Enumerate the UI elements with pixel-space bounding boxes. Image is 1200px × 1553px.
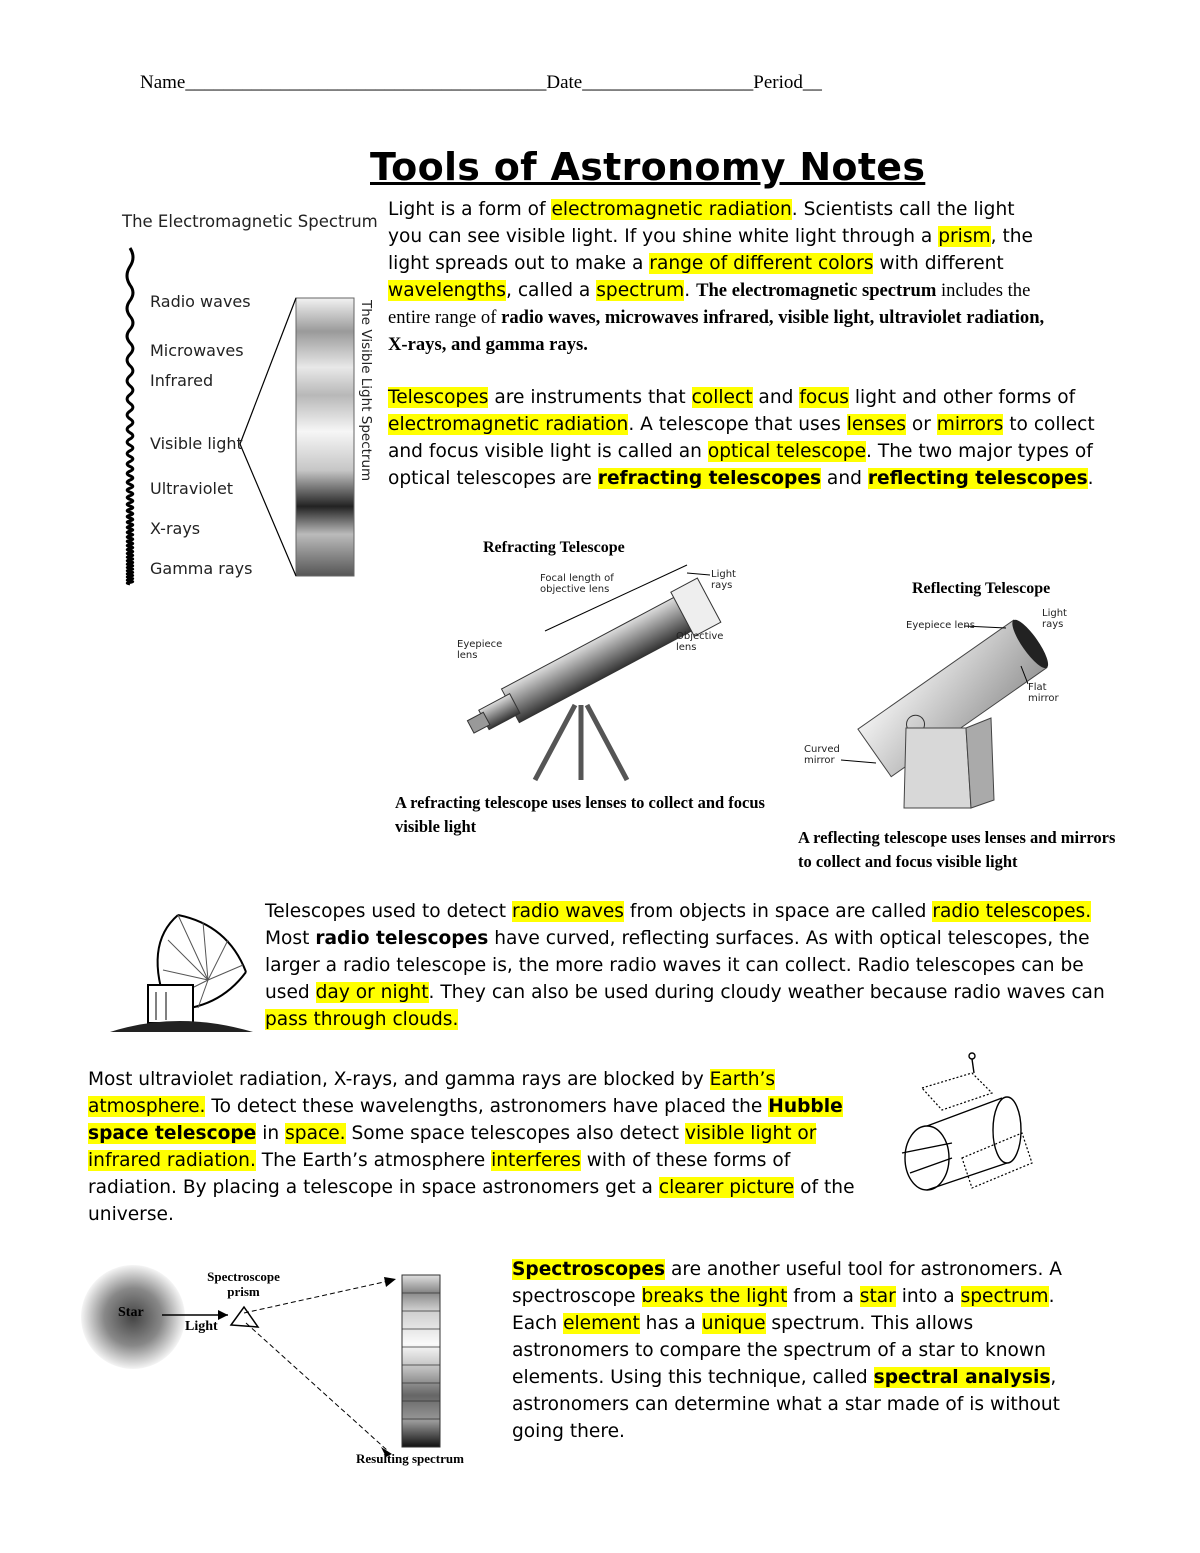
highlight-term: collect xyxy=(691,387,753,408)
period-blank[interactable]: __ xyxy=(802,72,822,93)
para-space-telescopes: Most ultraviolet radiation, X-rays, and gamma rays are blocked by Earth’s atmosphere. To detect these wavelengths, astronomers have placed the Hubble space telescope in space. Some space telescopes also detect visible light or infrared radiation. The Earth’s atmosphere interferes with of these forms of radiation. By placing a telescope in space astronomers get a clearer picture of the universe. xyxy=(88,1069,855,1225)
highlight-term: unique xyxy=(701,1313,766,1334)
highlight-term: reflecting telescopes xyxy=(867,468,1088,489)
highlight-term: pass through clouds. xyxy=(265,1009,459,1030)
para-radio-telescopes: Telescopes used to detect radio waves from objects in space are called radio telescopes. Most radio telescopes have curved, reflecting surfaces. As with optical telescopes, the larger a radio telescope is, the more radio waves it can collect. Radio telescopes can be used day or night. They can also be used during cloudy weather because radio waves can pass through clouds. xyxy=(265,901,1105,1030)
refracting-telescope-figure xyxy=(395,535,775,845)
prism-label: Spectroscope prism xyxy=(207,1269,280,1299)
reflecting-title: Reflecting Telescope xyxy=(912,580,1051,597)
bold-term: radio telescopes xyxy=(315,928,489,949)
date-label: Date xyxy=(546,72,583,93)
em-label-radio: Radio waves xyxy=(150,292,251,311)
header-fields xyxy=(140,72,1060,94)
highlight-term: wavelengths xyxy=(388,280,506,301)
em-label-gamma: Gamma rays xyxy=(150,559,253,578)
highlight-term: breaks the light xyxy=(641,1286,788,1307)
refracting-caption: A refracting telescope uses lenses to collect and focus visible light xyxy=(395,793,765,836)
highlight-term: refracting telescopes xyxy=(597,468,822,489)
focal-length-label: Focal length of objective lens xyxy=(540,573,614,595)
bold-term: radio waves, microwaves infrared, visible light, ultraviolet radiation, X-rays, and gamma rays. xyxy=(388,307,1045,355)
star-label: Star xyxy=(118,1305,144,1320)
highlight-term: day or night xyxy=(315,982,429,1003)
highlight-term: Spectroscopes xyxy=(512,1259,666,1280)
highlight-term: lenses xyxy=(846,414,906,435)
highlight-term: prism xyxy=(938,226,991,247)
em-label-visible: Visible light xyxy=(150,434,243,453)
highlight-term: focus xyxy=(799,387,849,408)
light-rays-label: Light rays xyxy=(711,569,736,591)
em-spectrum-title: The Electromagnetic Spectrum xyxy=(122,212,378,231)
em-label-infrared: Infrared xyxy=(150,371,214,390)
highlight-term: electromagnetic radiation xyxy=(551,199,792,220)
resulting-spectrum-label: Resulting spectrum xyxy=(356,1451,464,1466)
visible-spectrum-label: The Visible Light Spectrum xyxy=(358,300,374,482)
em-label-microwaves: Microwaves xyxy=(150,341,244,360)
refracting-title: Refracting Telescope xyxy=(483,539,625,556)
highlight-term: interferes xyxy=(491,1150,581,1171)
highlight-term: spectrum xyxy=(596,280,685,301)
highlight-term: mirrors xyxy=(936,414,1004,435)
highlight-term: Hubble space telescope xyxy=(88,1096,843,1144)
highlight-term: electromagnetic radiation xyxy=(388,414,629,435)
spectroscope-figure xyxy=(78,1265,498,1475)
objective-lens-label: Objective lens xyxy=(676,631,724,653)
eyepiece-lens-label: Eyepiece lens xyxy=(457,639,503,661)
light-rays-label-2: Light rays xyxy=(1042,608,1067,630)
highlight-term: optical telescope xyxy=(707,441,867,462)
eyepiece-lens-label-2: Eyepiece lens xyxy=(906,620,975,631)
highlight-term: spectrum xyxy=(960,1286,1049,1307)
radio-telescope-illustration xyxy=(108,900,258,1040)
reflecting-telescope-figure xyxy=(796,578,1126,876)
reflecting-caption: A reflecting telescope uses lenses and mirrors to collect and focus visible light xyxy=(798,828,1116,871)
em-label-xrays: X-rays xyxy=(150,519,201,538)
flat-mirror-label: Flat mirror xyxy=(1028,682,1059,704)
highlight-term: element xyxy=(563,1313,640,1334)
name-blank[interactable]: ______________________________________ xyxy=(185,72,547,93)
bold-term: The electromagnetic spectrum xyxy=(696,280,937,301)
hubble-telescope-illustration xyxy=(882,1048,1052,1208)
highlight-term: radio telescopes. xyxy=(932,901,1092,922)
highlight-term: spectral analysis xyxy=(873,1367,1051,1388)
highlight-term: space. xyxy=(285,1123,346,1144)
highlight-term: Telescopes xyxy=(388,387,489,408)
date-blank[interactable]: __________________ xyxy=(582,72,754,93)
highlight-term: visible light or infrared radiation. xyxy=(88,1123,817,1171)
em-label-ultraviolet: Ultraviolet xyxy=(150,479,234,498)
em-spectrum-figure xyxy=(118,208,383,588)
light-label: Light xyxy=(185,1319,218,1334)
highlight-term: star xyxy=(859,1286,896,1307)
highlight-term: radio waves xyxy=(511,901,624,922)
para-em-radiation: Light is a form of electromagnetic radiation. Scientists call the light you can see visible light. If you shine white light through a prism, the light spreads out to make a range of different colors with different wavelengths, called a spectrum. The electromagnetic spectrum includes the entire range of radio waves, microwaves infrared, visible light, ultraviolet radiation, X-rays, and gamma rays. xyxy=(388,199,1045,355)
highlight-term: range of different colors xyxy=(649,253,874,274)
highlight-term: clearer picture xyxy=(658,1177,795,1198)
curved-mirror-label: Curved mirror xyxy=(804,744,840,766)
para-spectroscopes: Spectroscopes are another useful tool for astronomers. A spectroscope breaks the light from a star into a spectrum. Each element has a unique spectrum. This allows astronomers to compare the spectrum of a star to known elements. Using this technique, called spectral analysis, astronomers can determine what a star made of is without going there. xyxy=(512,1259,1063,1442)
period-label: Period xyxy=(753,72,803,93)
highlight-term: Earth’s atmosphere. xyxy=(88,1069,776,1117)
para-telescopes: Telescopes are instruments that collect and focus light and other forms of electromagnetic radiation. A telescope that uses lenses or mirrors to collect and focus visible light is called an optical telescope. The two major types of optical telescopes are refracting telescopes and reflecting telescopes. xyxy=(388,387,1095,489)
name-label: Name xyxy=(140,72,186,93)
page-title: Tools of Astronomy Notes xyxy=(370,145,926,189)
